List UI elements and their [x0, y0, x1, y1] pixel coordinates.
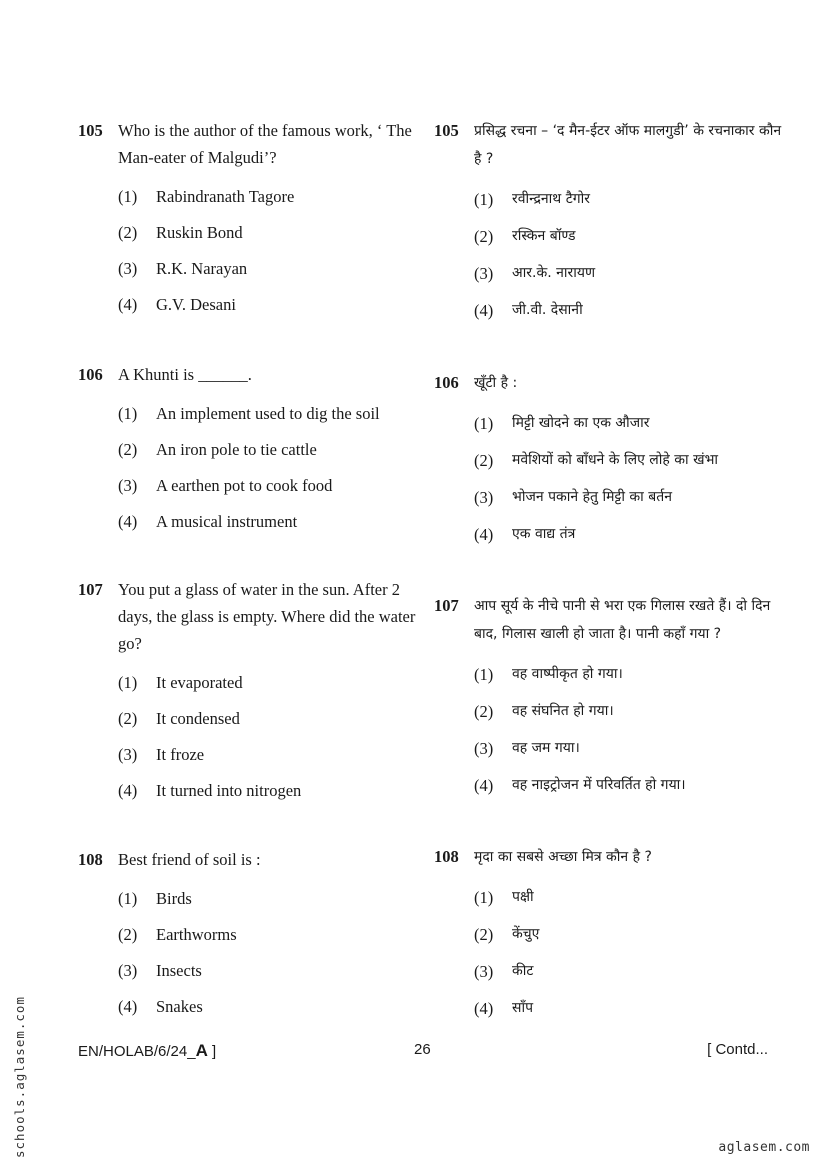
option-number: (1): [474, 190, 494, 209]
option-text: पक्षी: [512, 889, 534, 905]
question-text: Who is the author of the famous work, ‘ The Man-eater of Malgudi’?: [118, 121, 412, 167]
option: [78, 881, 418, 917]
option-text: Ruskin Bond: [156, 223, 243, 242]
option-text: It condensed: [156, 709, 240, 728]
question-106-hi: [434, 369, 784, 553]
option: [78, 432, 418, 468]
option-number: (1): [474, 414, 494, 433]
option-text: वह जम गया।: [512, 740, 580, 756]
question-text: खूँटी है :: [474, 375, 518, 391]
side-watermark: schools.aglasem.com: [12, 996, 27, 1158]
option-text: वह संघनित हो गया।: [512, 703, 614, 719]
option-number: (2): [474, 227, 494, 246]
option-number: (2): [474, 925, 494, 944]
option: [78, 396, 418, 432]
option: [434, 405, 784, 442]
option-text: वह वाष्पीकृत हो गया।: [512, 666, 623, 682]
option-number: (2): [118, 709, 138, 728]
option: [78, 215, 418, 251]
paper-code-bracket: ]: [212, 1043, 217, 1060]
option-text: साँप: [512, 1000, 534, 1016]
option: [434, 730, 784, 767]
option-text: मवेशियों को बाँधने के लिए लोहे का खंभा: [512, 452, 719, 468]
question-105-hi: [434, 117, 784, 329]
option: [434, 292, 784, 329]
option-text: मिट्टी खोदने का एक औजार: [512, 415, 650, 431]
option-number: (4): [474, 525, 494, 544]
question-text: Best friend of soil is :: [118, 850, 261, 869]
option: [78, 917, 418, 953]
option-text: G.V. Desani: [156, 295, 236, 314]
option-text: Rabindranath Tagore: [156, 187, 295, 206]
option-text: A earthen pot to cook food: [156, 476, 333, 495]
option: [434, 181, 784, 218]
option-number: (2): [474, 451, 494, 470]
question-106-en: [78, 361, 418, 540]
option: [78, 701, 418, 737]
page-number: 26: [414, 1041, 431, 1058]
option-text: रवीन्द्रनाथ टैगोर: [512, 191, 590, 207]
option: [434, 656, 784, 693]
option: [78, 251, 418, 287]
question-number: 108: [78, 850, 103, 869]
option-text: केंचुए: [512, 926, 540, 942]
option: [434, 479, 784, 516]
option: [434, 953, 784, 990]
option-number: (3): [474, 739, 494, 758]
option: [434, 693, 784, 730]
question-text: प्रसिद्ध रचना – ‘द मैन-ईटर ऑफ मालगुडी’ के रचनाकार कौन है ?: [474, 123, 782, 167]
option-number: (3): [474, 264, 494, 283]
option-text: Earthworms: [156, 925, 237, 944]
question-text: You put a glass of water in the sun. After 2 days, the glass is empty. Where did the water go?: [118, 580, 416, 653]
bottom-watermark: aglasem.com: [718, 1140, 810, 1155]
question-107-en: [78, 576, 418, 809]
option-text: An implement used to dig the soil: [156, 404, 380, 423]
option-text: Snakes: [156, 997, 203, 1016]
question-107-hi: [434, 592, 784, 804]
option-text: आर.के. नारायण: [512, 265, 596, 281]
option-number: (1): [118, 889, 138, 908]
option: [78, 737, 418, 773]
question-text: A Khunti is ______.: [118, 365, 252, 384]
option-number: (3): [118, 745, 138, 764]
option-number: (2): [474, 702, 494, 721]
option-text: Insects: [156, 961, 202, 980]
option: [434, 218, 784, 255]
option-number: (3): [474, 962, 494, 981]
option-text: It froze: [156, 745, 205, 764]
option-text: Birds: [156, 889, 192, 908]
option: [78, 287, 418, 323]
option-text: भोजन पकाने हेतु मिट्टी का बर्तन: [512, 489, 672, 505]
option-text: रस्किन बॉण्ड: [512, 228, 576, 244]
option-text: एक वाद्य तंत्र: [512, 526, 576, 542]
option-number: (4): [474, 301, 494, 320]
question-text: मृदा का सबसे अच्छा मित्र कौन है ?: [474, 849, 652, 865]
option-number: (2): [118, 223, 138, 242]
option-number: (4): [474, 999, 494, 1018]
option: [434, 916, 784, 953]
option-number: (3): [118, 961, 138, 980]
option: [434, 516, 784, 553]
option-text: A musical instrument: [156, 512, 298, 531]
option-text: It evaporated: [156, 673, 243, 692]
continued-label: [ Contd...: [707, 1041, 768, 1058]
question-number: 105: [78, 121, 103, 140]
question-number: 108: [434, 847, 459, 866]
option-number: (3): [118, 476, 138, 495]
option-number: (4): [118, 997, 138, 1016]
option-text: जी.वी. देसानी: [512, 302, 583, 318]
option-text: An iron pole to tie cattle: [156, 440, 317, 459]
option: [78, 989, 418, 1025]
option-text: कीट: [512, 963, 534, 979]
question-number: 105: [434, 121, 459, 140]
option: [434, 255, 784, 292]
option-number: (3): [118, 259, 138, 278]
option: [78, 468, 418, 504]
page-footer: [78, 1041, 768, 1065]
option-number: (3): [474, 488, 494, 507]
question-number: 107: [78, 580, 103, 599]
question-108-en: [78, 846, 418, 1025]
option-number: (2): [118, 925, 138, 944]
option: [78, 665, 418, 701]
option-text: R.K. Narayan: [156, 259, 248, 278]
option-number: (4): [118, 781, 138, 800]
option: [434, 990, 784, 1027]
question-number: 106: [434, 373, 459, 392]
option: [78, 504, 418, 540]
question-105-en: [78, 117, 418, 323]
paper-set: A: [195, 1041, 208, 1060]
paper-code: [78, 1041, 216, 1061]
option-number: (4): [474, 776, 494, 795]
option-number: (4): [118, 295, 138, 314]
paper-code-text: EN/HOLAB/6/24_: [78, 1043, 196, 1060]
option-text: It turned into nitrogen: [156, 781, 302, 800]
question-number: 107: [434, 596, 459, 615]
option-text: वह नाइट्रोजन में परिवर्तित हो गया।: [512, 777, 686, 793]
question-number: 106: [78, 365, 103, 384]
option: [434, 767, 784, 804]
option-number: (1): [118, 404, 138, 423]
option: [434, 879, 784, 916]
option-number: (1): [118, 187, 138, 206]
option: [78, 179, 418, 215]
question-108-hi: [434, 843, 784, 1027]
option-number: (4): [118, 512, 138, 531]
option-number: (1): [474, 665, 494, 684]
option-number: (2): [118, 440, 138, 459]
question-text: आप सूर्य के नीचे पानी से भरा एक गिलास रखते हैं। दो दिन बाद, गिलास खाली हो जाता है। पानी कहाँ गया ?: [474, 598, 771, 642]
option: [78, 953, 418, 989]
option-number: (1): [118, 673, 138, 692]
option: [434, 442, 784, 479]
option: [78, 773, 418, 809]
option-number: (1): [474, 888, 494, 907]
